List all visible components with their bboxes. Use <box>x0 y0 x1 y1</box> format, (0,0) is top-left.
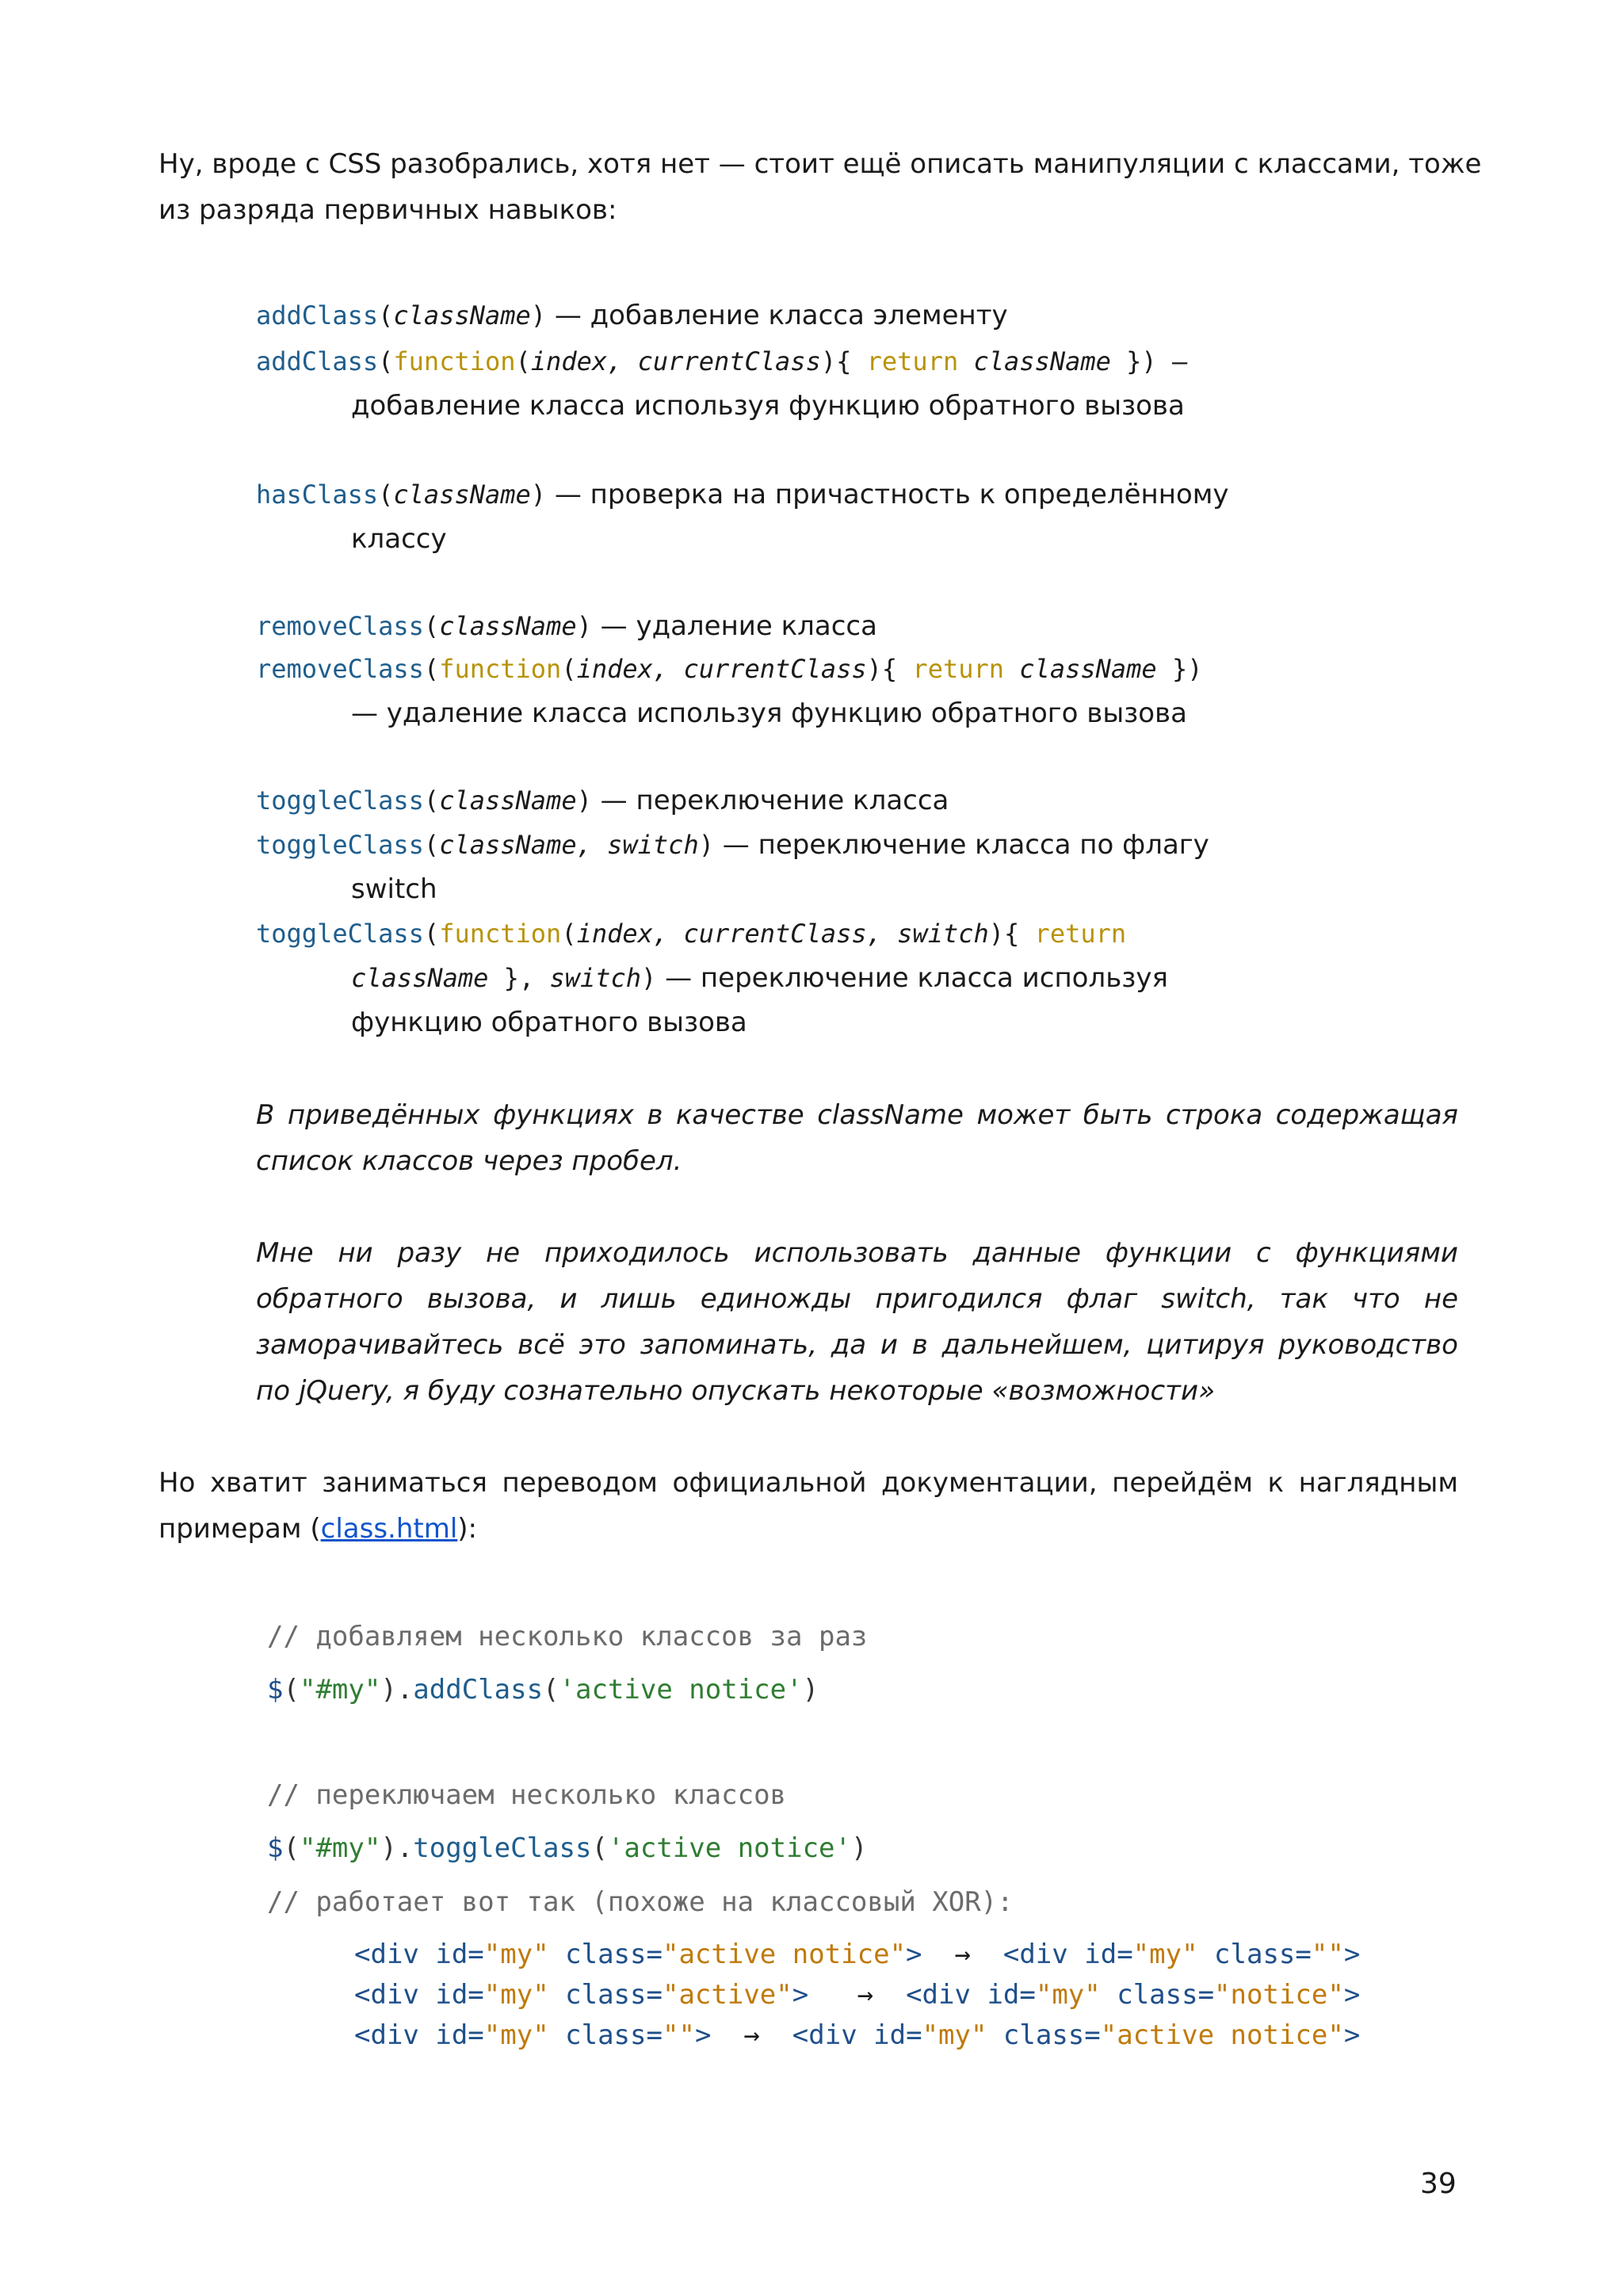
code-toggleclass-line: $("#my").toggleClass('active notice') <box>267 1832 868 1864</box>
api-removeclass: removeClass(className) — удаление класса <box>256 610 877 642</box>
outro-line-2: примерам (class.html): <box>158 1513 478 1545</box>
api-toggleclass-switch-desc2: switch <box>351 873 437 905</box>
api-toggleclass-fn-cont: className }, switch) — переключение класса используя <box>351 962 1168 994</box>
xor-row: <div id="my" class="active"> → <div id="my" class="notice"> <box>354 1979 1361 2011</box>
code-comment-3: // работает вот так (похоже на классовый XOR): <box>267 1886 1014 1918</box>
note-callbacks: Мне ни разу не приходилось использовать данные функции с функциями обратного вызова, и лишь единожды пригодился флаг switch, так что не заморачивайтесь всё это запоминать, да и в дальнейшем, цитируя руководство по jQuery, я буду сознательно опускать некоторые «возможности» <box>256 1237 1458 1407</box>
api-hasclass: hasClass(className) — проверка на причастность к определённому <box>256 479 1229 510</box>
intro-line-1: Ну, вроде с CSS разобрались, хотя нет — стоит ещё описать манипуляции с классами, тоже <box>158 148 1482 180</box>
note-classname: В приведённых функциях в качестве className может быть строка содержащая список классов через пробел. <box>256 1099 1458 1177</box>
code-comment-2: // переключаем несколько классов <box>267 1779 787 1811</box>
outro-paragraph <box>158 1460 1458 1552</box>
code-comment-1: // добавляем несколько классов за раз <box>267 1621 868 1652</box>
api-toggleclass: toggleClass(className) — переключение класса <box>256 785 949 816</box>
code-addclass-line: $("#my").addClass('active notice') <box>267 1674 819 1706</box>
intro-paragraph <box>158 141 1482 233</box>
api-hasclass-desc2: классу <box>351 523 447 555</box>
class-html-link[interactable]: class.html <box>320 1513 458 1545</box>
api-addclass-fn: addClass(function(index, currentClass){ return className }) — <box>256 346 1188 376</box>
page-number: 39 <box>1420 2168 1457 2200</box>
api-addclass-fn-desc: добавление класса используя функцию обратного вызова <box>351 390 1185 422</box>
intro-line-2: из разряда первичных навыков: <box>158 194 617 226</box>
api-toggleclass-fn-desc2: функцию обратного вызова <box>351 1007 747 1038</box>
api-removeclass-fn-desc: — удаление класса используя функцию обратного вызова <box>351 697 1187 729</box>
xor-row: <div id="my" class=""> → <div id="my" class="active notice"> <box>354 2019 1361 2051</box>
api-toggleclass-fn: toggleClass(function(index, currentClass, switch){ return <box>256 919 1127 949</box>
api-toggleclass-switch: toggleClass(className, switch) — переключение класса по флагу <box>256 829 1209 861</box>
api-removeclass-fn: removeClass(function(index, currentClass){ return className }) <box>256 654 1203 684</box>
xor-row: <div id="my" class="active notice"> → <div id="my" class=""> <box>354 1939 1361 1970</box>
api-addclass: addClass(className) — добавление класса элементу <box>256 300 1008 331</box>
outro-line-1: Но хватит заниматься переводом официальной документации, перейдём к наглядным <box>158 1467 1458 1499</box>
